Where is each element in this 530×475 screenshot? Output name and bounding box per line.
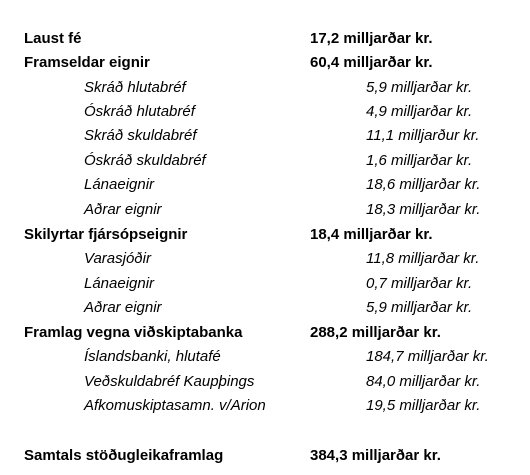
row-label: Varasjóðir <box>84 250 151 267</box>
row-value: 17,2 milljarðar kr. <box>310 30 433 47</box>
row-skilyrtar-fjarsopseignir <box>0 223 530 247</box>
row-value: 11,1 milljarður kr. <box>366 127 480 144</box>
row-label: Óskráð skuldabréf <box>84 152 206 169</box>
row-label: Aðrar eignir <box>84 201 162 218</box>
row-value: 18,3 milljarðar kr. <box>366 201 481 218</box>
row-afkomuskiptasamn-arion <box>0 394 530 418</box>
row-varasjodir <box>0 247 530 271</box>
row-adrar-eignir <box>0 198 530 222</box>
row-skrad-skuldabref <box>0 124 530 148</box>
row-label: Lánaeignir <box>84 275 155 292</box>
row-value: 5,9 milljarðar kr. <box>366 79 473 96</box>
row-value: 1,6 milljarðar kr. <box>366 152 473 169</box>
row-value: 184,7 milljarðar kr. <box>366 348 489 365</box>
row-value: 384,3 milljarðar kr. <box>310 447 441 464</box>
row-value: 19,5 milljarðar kr. <box>366 397 481 414</box>
row-value: 0,7 milljarðar kr. <box>366 275 473 292</box>
row-label: Framlag vegna viðskiptabanka <box>24 324 243 341</box>
row-label: Samtals stöðugleikaframlag <box>24 447 224 464</box>
row-label: Skilyrtar fjársópseignir <box>24 226 188 243</box>
row-lanaeignir <box>0 173 530 197</box>
row-samtals-stodugleikaframlag <box>0 444 530 468</box>
row-label: Skráð hlutabréf <box>84 79 186 96</box>
row-label: Skráð skuldabréf <box>84 127 197 144</box>
row-islandsbanki-hlutafe <box>0 345 530 369</box>
row-oskrad-hlutabref <box>0 100 530 124</box>
row-vedskuldabref-kaupthings <box>0 370 530 394</box>
row-value: 11,8 milljarðar kr. <box>366 250 480 267</box>
row-label: Óskráð hlutabréf <box>84 103 195 120</box>
row-value: 5,9 milljarðar kr. <box>366 299 473 316</box>
row-laust-fe <box>0 27 530 51</box>
row-label: Afkomuskiptasamn. v/Arion <box>84 397 266 414</box>
row-value: 84,0 milljarðar kr. <box>366 373 481 390</box>
row-value: 60,4 milljarðar kr. <box>310 54 433 71</box>
row-value: 18,6 milljarðar kr. <box>366 176 481 193</box>
row-value: 288,2 milljarðar kr. <box>310 324 441 341</box>
row-value: 18,4 milljarðar kr. <box>310 226 433 243</box>
row-lanaeignir-2 <box>0 272 530 296</box>
row-skrad-hlutabref <box>0 76 530 100</box>
row-label: Veðskuldabréf Kaupþings <box>84 373 255 390</box>
row-adrar-eignir-2 <box>0 296 530 320</box>
row-framseldar-eignir <box>0 51 530 75</box>
row-value: 4,9 milljarðar kr. <box>366 103 473 120</box>
row-framlag-vegna-vidskiptabanka <box>0 321 530 345</box>
row-label: Lánaeignir <box>84 176 155 193</box>
row-label: Íslandsbanki, hlutafé <box>84 348 221 365</box>
row-oskrad-skuldabref <box>0 149 530 173</box>
row-label: Laust fé <box>24 30 82 47</box>
row-label: Framseldar eignir <box>24 54 150 71</box>
row-label: Aðrar eignir <box>84 299 162 316</box>
